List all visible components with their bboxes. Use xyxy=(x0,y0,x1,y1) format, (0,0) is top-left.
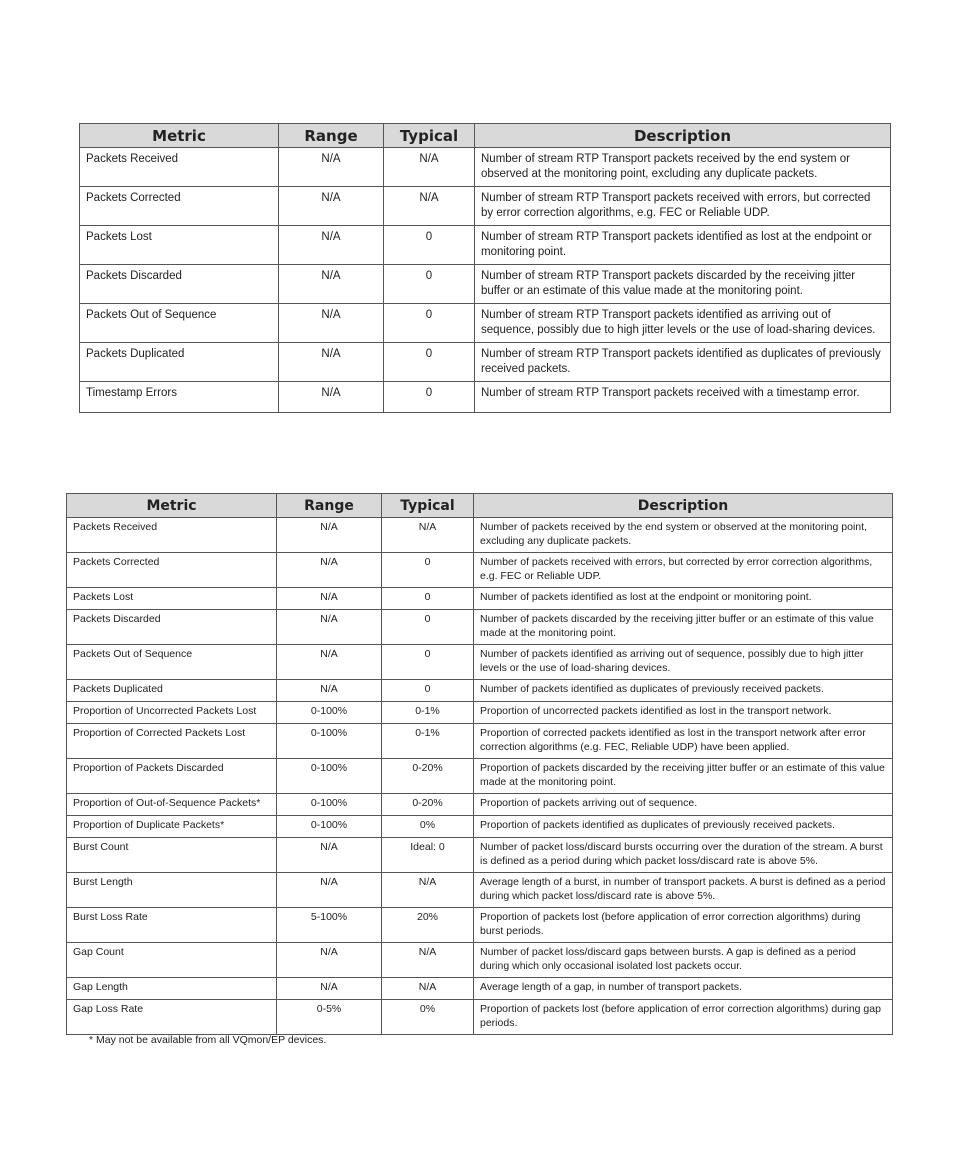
cell-description: Number of packets identified as duplicates of previously received packets. xyxy=(474,680,893,702)
cell-metric: Packets Received xyxy=(80,148,279,187)
header-range: Range xyxy=(279,124,384,148)
cell-typical: 0 xyxy=(384,226,475,265)
cell-metric: Packets Received xyxy=(67,518,277,553)
cell-description: Number of packets identified as lost at the endpoint or monitoring point. xyxy=(474,588,893,610)
table-row xyxy=(67,588,893,610)
cell-description: Average length of a gap, in number of transport packets. xyxy=(474,978,893,1000)
cell-description: Proportion of packets lost (before application of error correction algorithms) during burst periods. xyxy=(474,908,893,943)
cell-typical: 0 xyxy=(382,645,474,680)
cell-range: N/A xyxy=(279,148,384,187)
cell-typical: 0 xyxy=(384,343,475,382)
table-row xyxy=(67,978,893,1000)
cell-range: N/A xyxy=(277,518,382,553)
table-row xyxy=(67,873,893,908)
cell-metric: Gap Loss Rate xyxy=(67,1000,277,1035)
header-metric: Metric xyxy=(67,494,277,518)
cell-description: Number of packets received by the end system or observed at the monitoring point, excluding any duplicate packets. xyxy=(474,518,893,553)
table-row xyxy=(67,838,893,873)
cell-typical: 20% xyxy=(382,908,474,943)
table-row xyxy=(67,553,893,588)
cell-description: Number of stream RTP Transport packets identified as lost at the endpoint or monitoring point. xyxy=(475,226,891,265)
cell-range: 0-100% xyxy=(277,702,382,724)
cell-description: Number of stream RTP Transport packets received with a timestamp error. xyxy=(475,382,891,413)
cell-typical: 0 xyxy=(382,553,474,588)
cell-metric: Burst Count xyxy=(67,838,277,873)
table-row xyxy=(67,794,893,816)
header-typical: Typical xyxy=(384,124,475,148)
table-header-row xyxy=(67,494,893,518)
cell-range: 5-100% xyxy=(277,908,382,943)
cell-typical: 0% xyxy=(382,1000,474,1035)
cell-range: 0-100% xyxy=(277,759,382,794)
cell-description: Proportion of packets discarded by the receiving jitter buffer or an estimate of this value made at the monitoring point. xyxy=(474,759,893,794)
table-row xyxy=(67,1000,893,1035)
cell-metric: Packets Duplicated xyxy=(67,680,277,702)
cell-description: Number of packet loss/discard gaps between bursts. A gap is defined as a period during which only occasional isolated lost packets occur. xyxy=(474,943,893,978)
cell-description: Number of packet loss/discard bursts occurring over the duration of the stream. A burst is defined as a period during which packet loss/discard rate is above 5%. xyxy=(474,838,893,873)
cell-typical: N/A xyxy=(382,518,474,553)
cell-metric: Packets Corrected xyxy=(80,187,279,226)
cell-metric: Burst Loss Rate xyxy=(67,908,277,943)
cell-metric: Packets Discarded xyxy=(80,265,279,304)
cell-typical: 0 xyxy=(382,610,474,645)
cell-metric: Packets Out of Sequence xyxy=(67,645,277,680)
table-row xyxy=(80,226,891,265)
table-row xyxy=(67,702,893,724)
header-description: Description xyxy=(474,494,893,518)
cell-range: 0-100% xyxy=(277,816,382,838)
cell-range: N/A xyxy=(279,265,384,304)
table-header-row xyxy=(80,124,891,148)
cell-metric: Gap Length xyxy=(67,978,277,1000)
header-description: Description xyxy=(475,124,891,148)
table-row xyxy=(80,148,891,187)
cell-metric: Proportion of Uncorrected Packets Lost xyxy=(67,702,277,724)
cell-typical: 0 xyxy=(382,588,474,610)
cell-typical: N/A xyxy=(382,943,474,978)
cell-description: Proportion of packets arriving out of sequence. xyxy=(474,794,893,816)
cell-description: Number of stream RTP Transport packets identified as arriving out of sequence, possibly due to high jitter levels or the use of load-sharing devices. xyxy=(475,304,891,343)
table-row xyxy=(67,724,893,759)
cell-range: N/A xyxy=(277,610,382,645)
header-metric: Metric xyxy=(80,124,279,148)
cell-range: N/A xyxy=(277,873,382,908)
cell-description: Average length of a burst, in number of transport packets. A burst is defined as a period during which packet loss/discard rate is above 5%. xyxy=(474,873,893,908)
cell-range: N/A xyxy=(277,645,382,680)
cell-typical: 0-1% xyxy=(382,702,474,724)
header-typical: Typical xyxy=(382,494,474,518)
cell-metric: Packets Out of Sequence xyxy=(80,304,279,343)
table-row xyxy=(80,304,891,343)
cell-range: 0-100% xyxy=(277,724,382,759)
cell-metric: Packets Lost xyxy=(80,226,279,265)
table-row xyxy=(67,518,893,553)
header-range: Range xyxy=(277,494,382,518)
packet-metrics-table xyxy=(66,493,893,1035)
table-row xyxy=(67,680,893,702)
cell-metric: Proportion of Corrected Packets Lost xyxy=(67,724,277,759)
cell-metric: Proportion of Duplicate Packets* xyxy=(67,816,277,838)
table-row xyxy=(67,816,893,838)
cell-typical: N/A xyxy=(384,187,475,226)
cell-typical: 0-1% xyxy=(382,724,474,759)
cell-metric: Proportion of Out-of-Sequence Packets* xyxy=(67,794,277,816)
cell-description: Number of stream RTP Transport packets identified as duplicates of previously received packets. xyxy=(475,343,891,382)
cell-typical: 0-20% xyxy=(382,759,474,794)
cell-range: 0-100% xyxy=(277,794,382,816)
cell-range: N/A xyxy=(277,680,382,702)
cell-typical: N/A xyxy=(382,978,474,1000)
cell-typical: 0 xyxy=(384,265,475,304)
cell-description: Number of stream RTP Transport packets discarded by the receiving jitter buffer or an estimate of this value made at the monitoring point. xyxy=(475,265,891,304)
cell-description: Proportion of packets identified as duplicates of previously received packets. xyxy=(474,816,893,838)
cell-description: Number of packets identified as arriving out of sequence, possibly due to high jitter levels or the use of load-sharing devices. xyxy=(474,645,893,680)
cell-metric: Packets Corrected xyxy=(67,553,277,588)
table-row xyxy=(80,343,891,382)
cell-description: Number of packets received with errors, but corrected by error correction algorithms, e.g. FEC or Reliable UDP. xyxy=(474,553,893,588)
cell-description: Proportion of uncorrected packets identified as lost in the transport network. xyxy=(474,702,893,724)
cell-description: Number of stream RTP Transport packets received by the end system or observed at the monitoring point, excluding any duplicate packets. xyxy=(475,148,891,187)
table-row xyxy=(67,610,893,645)
cell-typical: N/A xyxy=(384,148,475,187)
cell-typical: 0-20% xyxy=(382,794,474,816)
cell-typical: 0% xyxy=(382,816,474,838)
cell-typical: 0 xyxy=(384,304,475,343)
cell-range: N/A xyxy=(277,553,382,588)
cell-range: N/A xyxy=(277,978,382,1000)
cell-range: N/A xyxy=(277,838,382,873)
cell-typical: 0 xyxy=(382,680,474,702)
cell-range: N/A xyxy=(279,304,384,343)
cell-typical: N/A xyxy=(382,873,474,908)
cell-typical: 0 xyxy=(384,382,475,413)
cell-metric: Gap Count xyxy=(67,943,277,978)
cell-description: Proportion of corrected packets identified as lost in the transport network after error correction algorithms (e.g. FEC, Reliable UDP) have been applied. xyxy=(474,724,893,759)
table-row xyxy=(80,265,891,304)
table-row xyxy=(80,187,891,226)
table-row xyxy=(67,943,893,978)
cell-range: N/A xyxy=(279,382,384,413)
table-row xyxy=(67,908,893,943)
cell-range: N/A xyxy=(279,187,384,226)
cell-range: N/A xyxy=(277,588,382,610)
cell-metric: Packets Lost xyxy=(67,588,277,610)
cell-metric: Packets Discarded xyxy=(67,610,277,645)
cell-description: Proportion of packets lost (before application of error correction algorithms) during gap periods. xyxy=(474,1000,893,1035)
footnote: * May not be available from all VQmon/EP devices. xyxy=(89,1034,327,1046)
cell-range: N/A xyxy=(279,226,384,265)
cell-typical: Ideal: 0 xyxy=(382,838,474,873)
cell-description: Number of packets discarded by the receiving jitter buffer or an estimate of this value made at the monitoring point. xyxy=(474,610,893,645)
table-row xyxy=(67,645,893,680)
cell-range: N/A xyxy=(277,943,382,978)
cell-description: Number of stream RTP Transport packets received with errors, but corrected by error correction algorithms, e.g. FEC or Reliable UDP. xyxy=(475,187,891,226)
cell-range: N/A xyxy=(279,343,384,382)
table-row xyxy=(80,382,891,413)
stream-metrics-table xyxy=(79,123,891,413)
cell-metric: Timestamp Errors xyxy=(80,382,279,413)
table-row xyxy=(67,759,893,794)
cell-metric: Burst Length xyxy=(67,873,277,908)
cell-range: 0-5% xyxy=(277,1000,382,1035)
cell-metric: Packets Duplicated xyxy=(80,343,279,382)
cell-metric: Proportion of Packets Discarded xyxy=(67,759,277,794)
